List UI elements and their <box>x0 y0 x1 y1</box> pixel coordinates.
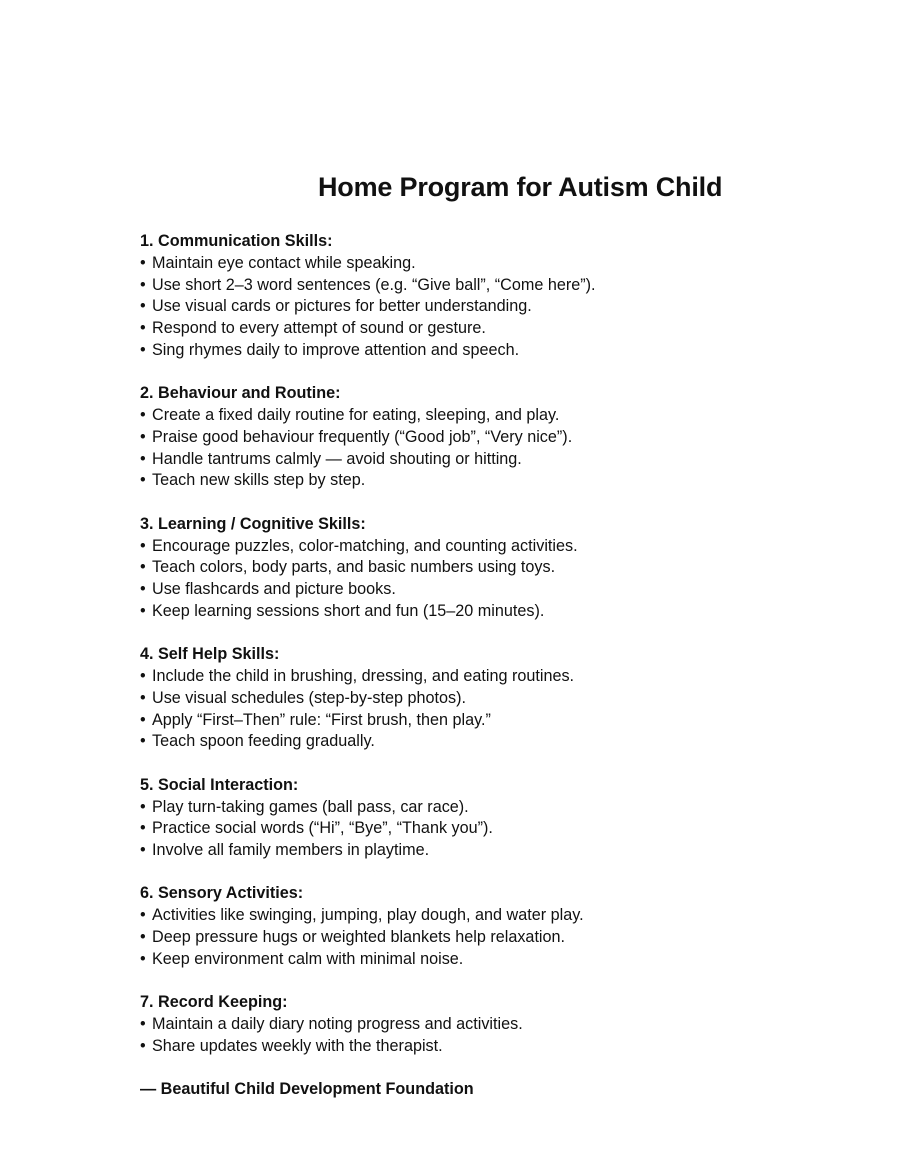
document-title: Home Program for Autism Child <box>318 172 723 202</box>
bullet-icon: • <box>140 819 146 838</box>
section <box>140 231 860 362</box>
section-heading: 5. Social Interaction: <box>140 775 299 794</box>
bullet-list <box>140 405 860 492</box>
bullet-icon: • <box>140 297 146 316</box>
list-item <box>140 470 860 492</box>
bullet-icon: • <box>140 427 146 446</box>
bullet-icon: • <box>140 928 146 947</box>
bullet-icon: • <box>140 949 146 968</box>
list-item <box>140 688 860 710</box>
list-item-text: Share updates weekly with the therapist. <box>152 1036 443 1055</box>
bullet-icon: • <box>140 710 146 729</box>
list-item-text: Teach spoon feeding gradually. <box>152 732 375 751</box>
section <box>140 883 860 970</box>
list-item-text: Use short 2–3 word sentences (e.g. “Give ball”, “Come here”). <box>152 275 596 294</box>
list-item <box>140 449 860 471</box>
bullet-icon: • <box>140 688 146 707</box>
list-item-text: Maintain eye contact while speaking. <box>152 253 416 272</box>
bullet-icon: • <box>140 275 146 294</box>
list-item-text: Involve all family members in playtime. <box>152 841 430 860</box>
bullet-icon: • <box>140 841 146 860</box>
list-item-text: Deep pressure hugs or weighted blankets help relaxation. <box>152 928 566 947</box>
list-item-text: Teach new skills step by step. <box>152 471 366 490</box>
list-item-text: Use visual schedules (step-by-step photos). <box>152 688 467 707</box>
list-item <box>140 1036 860 1058</box>
list-item <box>140 710 860 732</box>
bullet-icon: • <box>140 536 146 555</box>
section-heading: 4. Self Help Skills: <box>140 645 280 664</box>
list-item-text: Keep learning sessions short and fun (15–20 minutes). <box>152 601 545 620</box>
bullet-list <box>140 666 860 753</box>
list-item <box>140 905 860 927</box>
list-item-text: Use visual cards or pictures for better understanding. <box>152 297 532 316</box>
section <box>140 383 860 492</box>
section-heading: 7. Record Keeping: <box>140 993 288 1012</box>
list-item-text: Respond to every attempt of sound or gesture. <box>152 319 486 338</box>
list-item-text: Include the child in brushing, dressing, and eating routines. <box>152 667 575 686</box>
section <box>140 775 860 862</box>
list-item <box>140 579 860 601</box>
list-item <box>140 296 860 318</box>
bullet-list <box>140 253 860 362</box>
list-item-text: Teach colors, body parts, and basic numbers using toys. <box>152 558 556 577</box>
bullet-icon: • <box>140 732 146 751</box>
list-item <box>140 536 860 558</box>
list-item <box>140 797 860 819</box>
section <box>140 992 860 1057</box>
bullet-icon: • <box>140 340 146 359</box>
list-item-text: Apply “First–Then” rule: “First brush, then play.” <box>152 710 491 729</box>
list-item <box>140 275 860 297</box>
list-item <box>140 1014 860 1036</box>
bullet-icon: • <box>140 906 146 925</box>
list-item <box>140 949 860 971</box>
list-item <box>140 405 860 427</box>
section-heading: 1. Communication Skills: <box>140 232 333 250</box>
bullet-icon: • <box>140 1036 146 1055</box>
list-item <box>140 427 860 449</box>
section <box>140 644 860 753</box>
section-heading: 2. Behaviour and Routine: <box>140 384 341 403</box>
list-item <box>140 840 860 862</box>
list-item-text: Keep environment calm with minimal noise. <box>152 949 464 968</box>
list-item <box>140 253 860 275</box>
list-item-text: Sing rhymes daily to improve attention and speech. <box>152 340 520 359</box>
bullet-list <box>140 536 860 623</box>
list-item <box>140 340 860 362</box>
list-item-text: Praise good behaviour frequently (“Good job”, “Very nice”). <box>152 427 573 446</box>
list-item <box>140 557 860 579</box>
bullet-icon: • <box>140 580 146 599</box>
list-item <box>140 731 860 753</box>
document-body <box>140 231 860 1079</box>
list-item-text: Maintain a daily diary noting progress and activities. <box>152 1014 523 1033</box>
list-item <box>140 927 860 949</box>
bullet-icon: • <box>140 1014 146 1033</box>
bullet-list <box>140 797 860 862</box>
bullet-icon: • <box>140 471 146 490</box>
bullet-icon: • <box>140 797 146 816</box>
bullet-icon: • <box>140 319 146 338</box>
bullet-icon: • <box>140 253 146 272</box>
list-item <box>140 601 860 623</box>
organization-signature: — Beautiful Child Development Foundation <box>140 1080 474 1098</box>
list-item-text: Use flashcards and picture books. <box>152 580 396 599</box>
list-item-text: Activities like swinging, jumping, play dough, and water play. <box>152 906 584 925</box>
bullet-icon: • <box>140 558 146 577</box>
list-item <box>140 818 860 840</box>
bullet-icon: • <box>140 449 146 468</box>
section <box>140 514 860 623</box>
list-item <box>140 666 860 688</box>
bullet-icon: • <box>140 406 146 425</box>
list-item-text: Encourage puzzles, color-matching, and counting activities. <box>152 536 578 555</box>
list-item-text: Play turn-taking games (ball pass, car race). <box>152 797 469 816</box>
bullet-list <box>140 905 860 970</box>
bullet-list <box>140 1014 860 1058</box>
list-item-text: Practice social words (“Hi”, “Bye”, “Thank you”). <box>152 819 493 838</box>
section-heading: 6. Sensory Activities: <box>140 884 304 903</box>
bullet-icon: • <box>140 601 146 620</box>
bullet-icon: • <box>140 667 146 686</box>
list-item <box>140 318 860 340</box>
list-item-text: Create a fixed daily routine for eating, sleeping, and play. <box>152 406 560 425</box>
section-heading: 3. Learning / Cognitive Skills: <box>140 514 366 533</box>
list-item-text: Handle tantrums calmly — avoid shouting or hitting. <box>152 449 522 468</box>
